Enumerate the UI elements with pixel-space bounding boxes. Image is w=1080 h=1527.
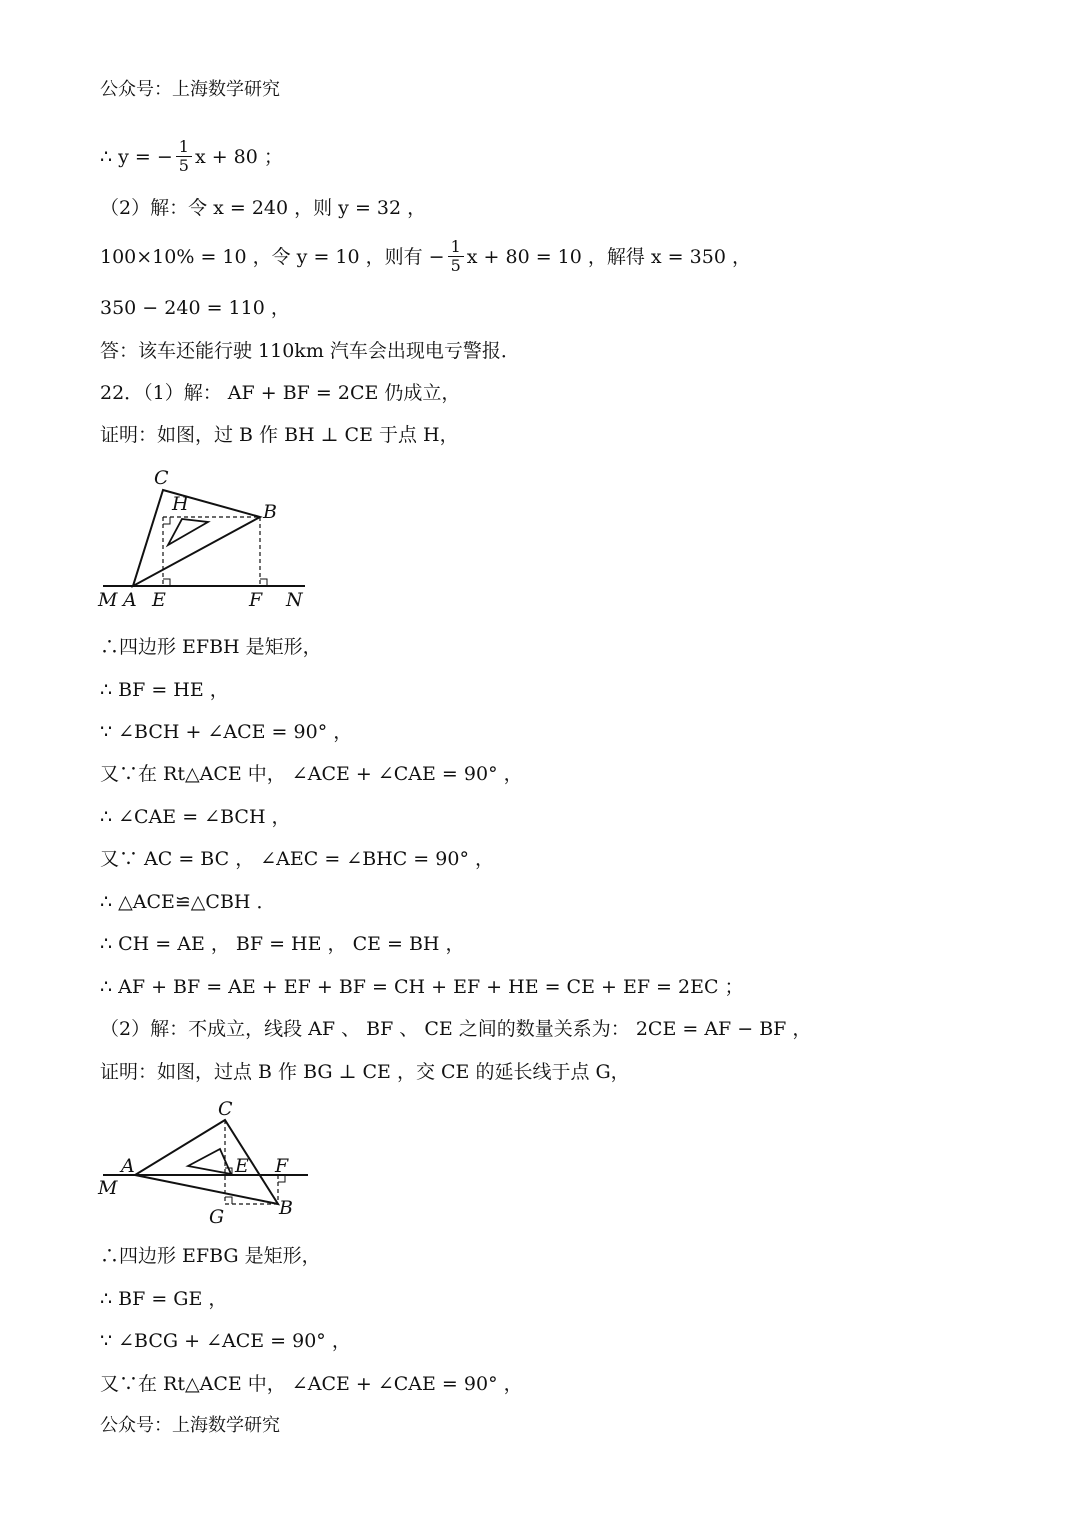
proof-line: ∵ ∠BCH + ∠ACE = 90° ，	[100, 721, 353, 743]
geometry-figure-1	[95, 462, 315, 612]
proof-intro-1: 证明：如图，过 B 作 BH ⊥ CE 于点 H，	[100, 424, 459, 446]
label-g: G	[209, 1206, 225, 1228]
label-h: H	[172, 493, 189, 515]
label-f: F	[249, 589, 263, 611]
page-header: 公众号：上海数学研究	[100, 79, 280, 100]
inner-triangle	[168, 519, 208, 545]
triangle-acb	[135, 1120, 278, 1204]
proof-line: 又∵在 Rt△ACE 中， ∠ACE + ∠CAE = 90° ，	[100, 1373, 523, 1395]
label-n: N	[286, 589, 303, 611]
fraction	[176, 138, 192, 175]
proof-line: ∴四边形 EFBG 是矩形，	[100, 1245, 321, 1267]
line3-prefix: 100×10% = 10 ，令 y = 10 ，则有 −	[100, 245, 445, 268]
solution-line3	[100, 238, 751, 275]
right-angle-h	[163, 517, 170, 524]
proof-line: ∴ BF = HE ，	[100, 679, 229, 701]
proof-line: ∴ ∠CAE = ∠BCH ，	[100, 806, 291, 828]
proof-line: ∴四边形 EFBH 是矩形，	[100, 636, 322, 658]
proof-line: 又∵ AC = BC ， ∠AEC = ∠BHC = 90° ，	[100, 848, 494, 870]
label-a: A	[123, 589, 137, 611]
page-footer: 公众号：上海数学研究	[100, 1415, 280, 1436]
equation-y	[100, 138, 283, 175]
triangle-acb	[133, 490, 260, 586]
proof-line: ∵ ∠BCG + ∠ACE = 90° ，	[100, 1330, 351, 1352]
proof-line: ∴ BF = GE ，	[100, 1288, 228, 1310]
proof-line: 又∵在 Rt△ACE 中， ∠ACE + ∠CAE = 90° ，	[100, 763, 523, 785]
label-c: C	[218, 1098, 233, 1120]
proof-line: ∴ AF + BF = AE + EF + BF = CH + EF + HE = CE + EF = 2EC ；	[100, 976, 744, 998]
label-e: E	[235, 1155, 249, 1177]
answer-line: 答：该车还能行驶 110km 汽车会出现电亏警报．	[100, 340, 520, 362]
proof-line: ∴ △ACE≌△CBH ．	[100, 891, 276, 913]
geometry-figure-2	[95, 1096, 315, 1228]
label-b: B	[279, 1197, 293, 1219]
problem-22-part1: 22．（1）解： AF + BF = 2CE 仍成立，	[100, 382, 461, 404]
label-f: F	[275, 1155, 289, 1177]
solution-part2: （2）解：令 x = 240 ，则 y = 32 ，	[100, 197, 427, 219]
proof-intro-2: 证明：如图，过点 B 作 BG ⊥ CE ，交 CE 的延长线于点 G，	[100, 1061, 630, 1083]
label-c: C	[154, 467, 169, 489]
label-b: B	[263, 501, 277, 523]
label-m: M	[98, 589, 118, 611]
fraction	[448, 238, 464, 275]
equation-prefix: ∴ y = −	[100, 145, 173, 168]
solution-line4: 350 − 240 = 110 ，	[100, 297, 290, 319]
proof-line: ∴ CH = AE ， BF = HE ， CE = BH ，	[100, 933, 465, 955]
fraction-numerator: 1	[176, 138, 192, 157]
line3-suffix: x + 80 = 10 ，解得 x = 350 ，	[466, 245, 751, 268]
right-angle-g	[225, 1197, 232, 1204]
equation-suffix: x + 80 ；	[194, 145, 283, 168]
fraction-denominator: 5	[450, 256, 461, 275]
fraction-denominator: 5	[178, 156, 189, 175]
fraction-numerator: 1	[448, 238, 464, 257]
right-angle-e	[163, 579, 170, 586]
label-m: M	[98, 1177, 118, 1199]
problem-22-part2: （2）解：不成立，线段 AF 、 BF 、 CE 之间的数量关系为： 2CE = AF − BF ，	[100, 1018, 812, 1040]
right-angle-f	[260, 579, 267, 586]
label-a: A	[121, 1155, 135, 1177]
label-e: E	[152, 589, 166, 611]
